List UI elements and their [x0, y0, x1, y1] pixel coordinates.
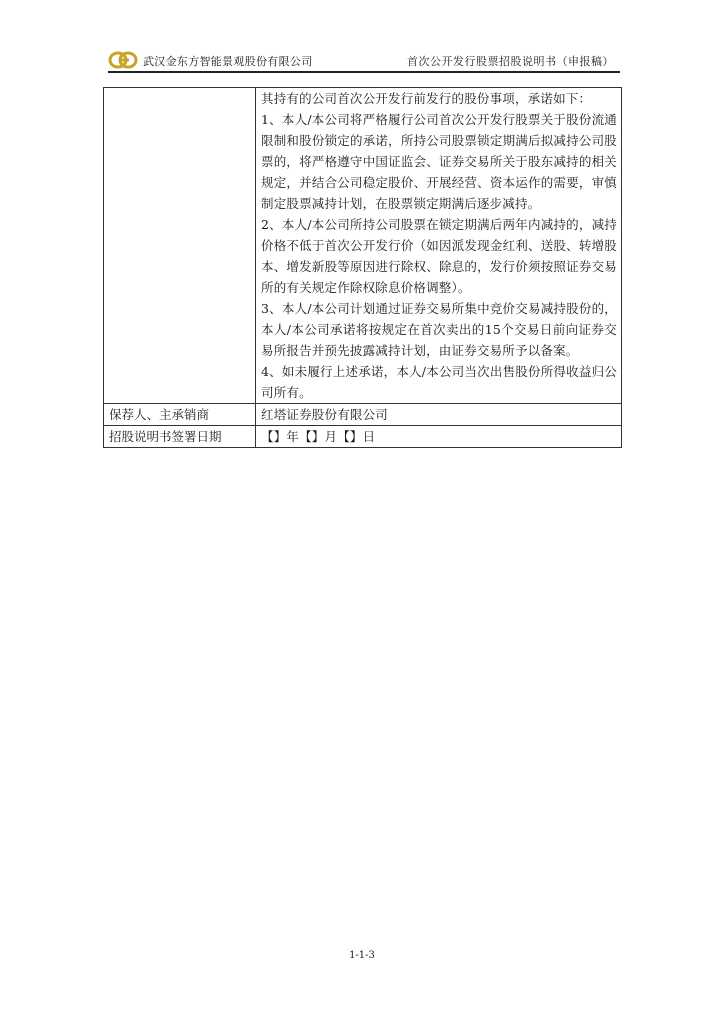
header-divider	[108, 71, 620, 73]
commitment-item-1: 1、本人/本公司将严格履行公司首次公开发行股票关于股份流通限制和股份锁定的承诺，所持公司股票锁定期满后拟减持公司股票的，将严格遵守中国证监会、证券交易所关于股东减持的相关规定，并结合公司稳定股价、开展经营、资本运作的需要，审慎制定股票减持计划，在股票锁定期满后逐步减持。	[261, 112, 617, 211]
table-row	[104, 426, 622, 448]
document-title: 首次公开发行股票招股说明书（申报稿）	[407, 55, 614, 68]
company-name: 武汉金东方智能景观股份有限公司	[143, 55, 313, 68]
table-row	[104, 88, 622, 404]
commitment-item-2: 2、本人/本公司所持公司股票在锁定期满后两年内减持的，减持价格不低于首次公开发行价（如因派发现金红利、送股、转增股本、增发新股等原因进行除权、除息的，发行价须按照证券交易所的有关规定作除权除息价格调整）。	[261, 217, 617, 295]
sponsor-label: 保荐人、主承销商	[104, 404, 256, 426]
table-label-cell	[104, 88, 256, 404]
sponsor-value: 红塔证券股份有限公司	[256, 404, 622, 426]
signing-date-value: 【】年【】月【】日	[256, 426, 622, 448]
commitment-intro: 其持有的公司首次公开发行前发行的股份事项，承诺如下：	[261, 91, 592, 106]
signing-date-label: 招股说明书签署日期	[104, 426, 256, 448]
commitment-item-3: 3、本人/本公司计划通过证券交易所集中竞价交易减持股份的，本人/本公司承诺将按规定在首次卖出的15个交易日前向证券交易所报告并预先披露减持计划，由证券交易所予以备案。	[261, 301, 617, 358]
table-row	[104, 404, 622, 426]
company-logo-icon	[108, 51, 138, 69]
commitment-item-4: 4、如未履行上述承诺，本人/本公司当次出售股份所得收益归公司所有。	[261, 364, 617, 400]
prospectus-info-table	[103, 87, 622, 448]
page-number: 1-1-3	[349, 950, 375, 961]
table-content-cell	[256, 88, 622, 404]
page-header	[108, 48, 620, 74]
